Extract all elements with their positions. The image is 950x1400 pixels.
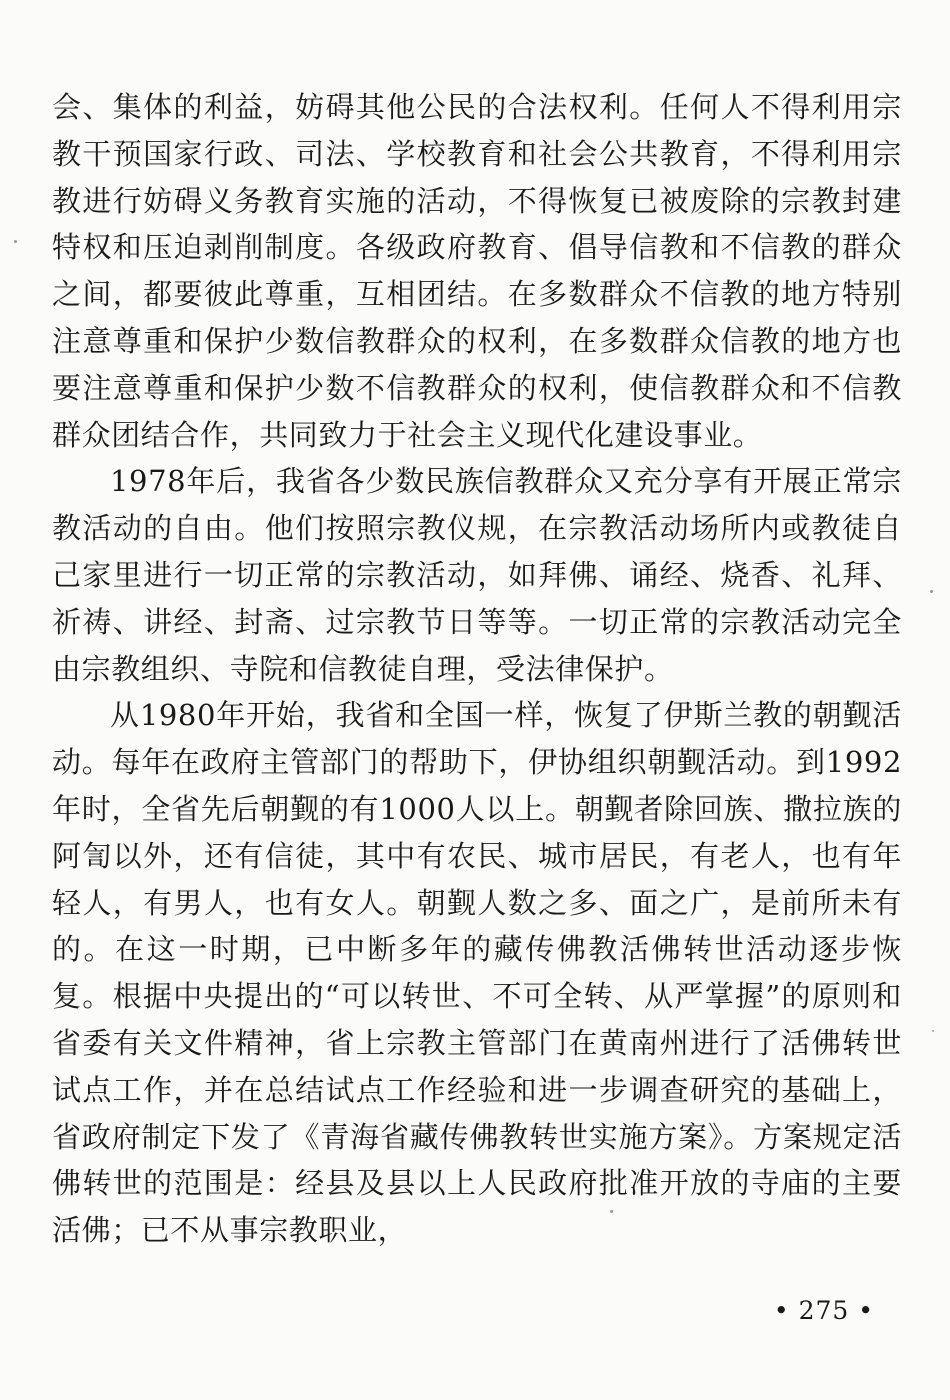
scan-speck xyxy=(932,1030,934,1032)
paragraph-3: 从1980年开始，我省和全国一样，恢复了伊斯兰教的朝觐活动。每年在政府主管部门的帮助下，伊协组织朝觐活动。到1992年时，全省先后朝觐的有1000人以上。朝觐者除回族、撒拉族的阿訇以外，还有信徒，其中有农民、城市居民，有老人，也有年轻人，有男人，也有女人。朝觐人数之多、面之广，是前所未有的。在这一时期，已中断多年的藏传佛教活佛转世活动逐步恢复。根据中央提出的“可以转世、不可全转、从严掌握”的原则和省委有关文件精神，省上宗教主管部门在黄南州进行了活佛转世试点工作，并在总结试点工作经验和进一步调查研究的基础上，省政府制定下发了《青海省藏传佛教转世实施方案》。方案规定活佛转世的范围是：经县及县以上人民政府批准开放的寺庙的主要活佛；已不从事宗教职业， xyxy=(52,698,902,1248)
scan-speck xyxy=(610,1210,613,1213)
paragraph-1: 会、集体的利益，妨碍其他公民的合法权利。任何人不得利用宗教干预国家行政、司法、学校教育和社会公共教育，不得利用宗教进行妨碍义务教育实施的活动，不得恢复已被废除的宗教封建特权和压迫剥削制度。各级政府教育、倡导信教和不信教的群众之间，都要彼此尊重，互相团结。在多数群众不信教的地方特别注意尊重和保护少数信教群众的权利，在多数群众信教的地方也要注意尊重和保护少数不信教群众的权利，使信教群众和不信教群众团结合作，共同致力于社会主义现代化建设事业。 xyxy=(52,90,902,452)
page-number: • 275 • xyxy=(773,1296,874,1325)
scan-speck xyxy=(930,590,933,593)
scan-speck xyxy=(14,240,17,243)
paragraph-2: 1978年后，我省各少数民族信教群众又充分享有开展正常宗教活动的自由。他们按照宗教仪规，在宗教活动场所内或教徒自己家里进行一切正常的宗教活动，如拜佛、诵经、烧香、礼拜、祈祷、讲经、封斋、过宗教节日等等。一切正常的宗教活动完全由宗教组织、寺院和信教徒自理，受法律保护。 xyxy=(52,464,902,686)
body-text xyxy=(52,84,902,1254)
